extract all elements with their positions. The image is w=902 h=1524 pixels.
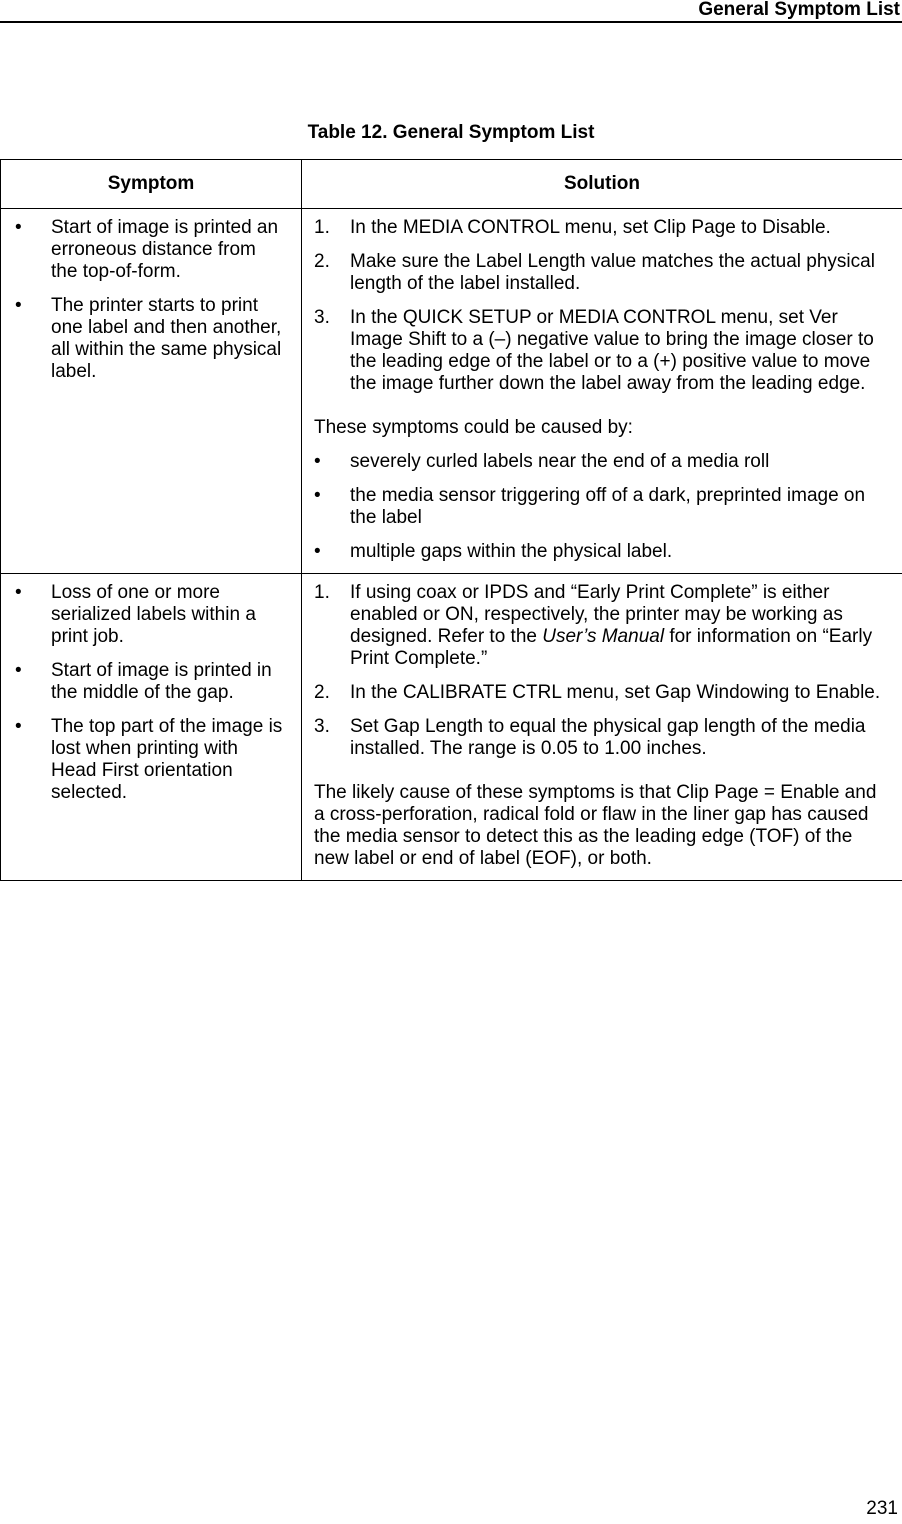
cause-item <box>314 485 888 529</box>
step-text-after: for information on “Early Print Complete.” <box>350 626 873 669</box>
bullet-icon: • <box>314 485 321 506</box>
cause-text: the media sensor triggering off of a dark, preprinted image on the label <box>350 485 866 528</box>
cause-note: The likely cause of these symptoms is that Clip Page = Enable and a cross-perforation, radical fold or flaw in the liner gap has caused the media sensor to detect this as the leading edge (TOF) of the new label or end of label (EOF), or both. <box>314 782 877 869</box>
step-text: Make sure the Label Length value matches the actual physical length of the label installed. <box>350 251 875 294</box>
cause-text: multiple gaps within the physical label. <box>350 541 673 562</box>
step-text: Set Gap Length to equal the physical gap length of the media installed. The range is 0.05 to 1.00 inches. <box>350 716 866 759</box>
table-row <box>1 574 902 881</box>
bullet-icon: • <box>15 295 22 316</box>
symptom-table <box>0 159 902 881</box>
running-header: General Symptom List <box>698 0 900 20</box>
solution-step <box>314 217 888 239</box>
bullet-icon: • <box>314 541 321 562</box>
symptom-item <box>15 582 287 648</box>
header-rule <box>0 21 902 23</box>
symptom-item <box>15 660 287 704</box>
solution-step <box>314 251 888 295</box>
symptom-cell <box>1 574 302 881</box>
symptom-item <box>15 716 287 804</box>
table-row <box>1 209 902 574</box>
column-header-solution: Solution <box>302 160 902 209</box>
step-text: In the CALIBRATE CTRL menu, set Gap Windowing to Enable. <box>350 682 881 703</box>
symptom-item <box>15 217 287 283</box>
cause-intro: These symptoms could be caused by: <box>314 417 633 438</box>
bullet-icon: • <box>15 582 22 603</box>
table-caption: Table 12. General Symptom List <box>307 122 595 143</box>
solution-step <box>314 582 888 670</box>
page-number: 231 <box>866 1498 898 1519</box>
bullet-icon: • <box>15 716 22 737</box>
symptom-cell <box>1 209 302 574</box>
step-number: 2. <box>314 251 330 272</box>
step-text: In the QUICK SETUP or MEDIA CONTROL menu, set Ver Image Shift to a (–) negative value to bring the image closer to the leading edge of the label or to a (+) positive value to move the image further down the label away from the leading edge. <box>350 307 874 394</box>
cause-item <box>314 541 888 563</box>
symptom-text: The printer starts to print one label and then another, all within the same physical label. <box>51 295 282 382</box>
symptom-item <box>15 295 287 383</box>
step-number: 2. <box>314 682 330 703</box>
solution-step <box>314 682 888 704</box>
solution-step <box>314 716 888 760</box>
bullet-icon: • <box>314 451 321 472</box>
table-header-row <box>1 160 902 209</box>
solution-cell <box>302 209 902 574</box>
bullet-icon: • <box>15 217 22 238</box>
step-number: 1. <box>314 217 330 238</box>
symptom-text: Start of image is printed in the middle of the gap. <box>51 660 272 703</box>
step-text: In the MEDIA CONTROL menu, set Clip Page to Disable. <box>350 217 831 238</box>
step-number: 1. <box>314 582 330 603</box>
step-text-before: If using coax or IPDS and “Early Print Complete” is either enabled or ON, respectively, the printer may be working as designed. Refer to the <box>350 582 843 647</box>
column-header-symptom: Symptom <box>1 160 302 209</box>
symptom-text: Start of image is printed an erroneous distance from the top-of-form. <box>51 217 279 282</box>
step-text <box>350 582 872 669</box>
manual-title: User’s Manual <box>542 626 665 647</box>
bullet-icon: • <box>15 660 22 681</box>
symptom-text: Loss of one or more serialized labels within a print job. <box>51 582 256 647</box>
cause-text: severely curled labels near the end of a media roll <box>350 451 770 472</box>
solution-step <box>314 307 888 395</box>
step-number: 3. <box>314 716 330 737</box>
solution-cell <box>302 574 902 881</box>
symptom-text: The top part of the image is lost when printing with Head First orientation selected. <box>51 716 283 803</box>
step-number: 3. <box>314 307 330 328</box>
cause-item <box>314 451 888 473</box>
